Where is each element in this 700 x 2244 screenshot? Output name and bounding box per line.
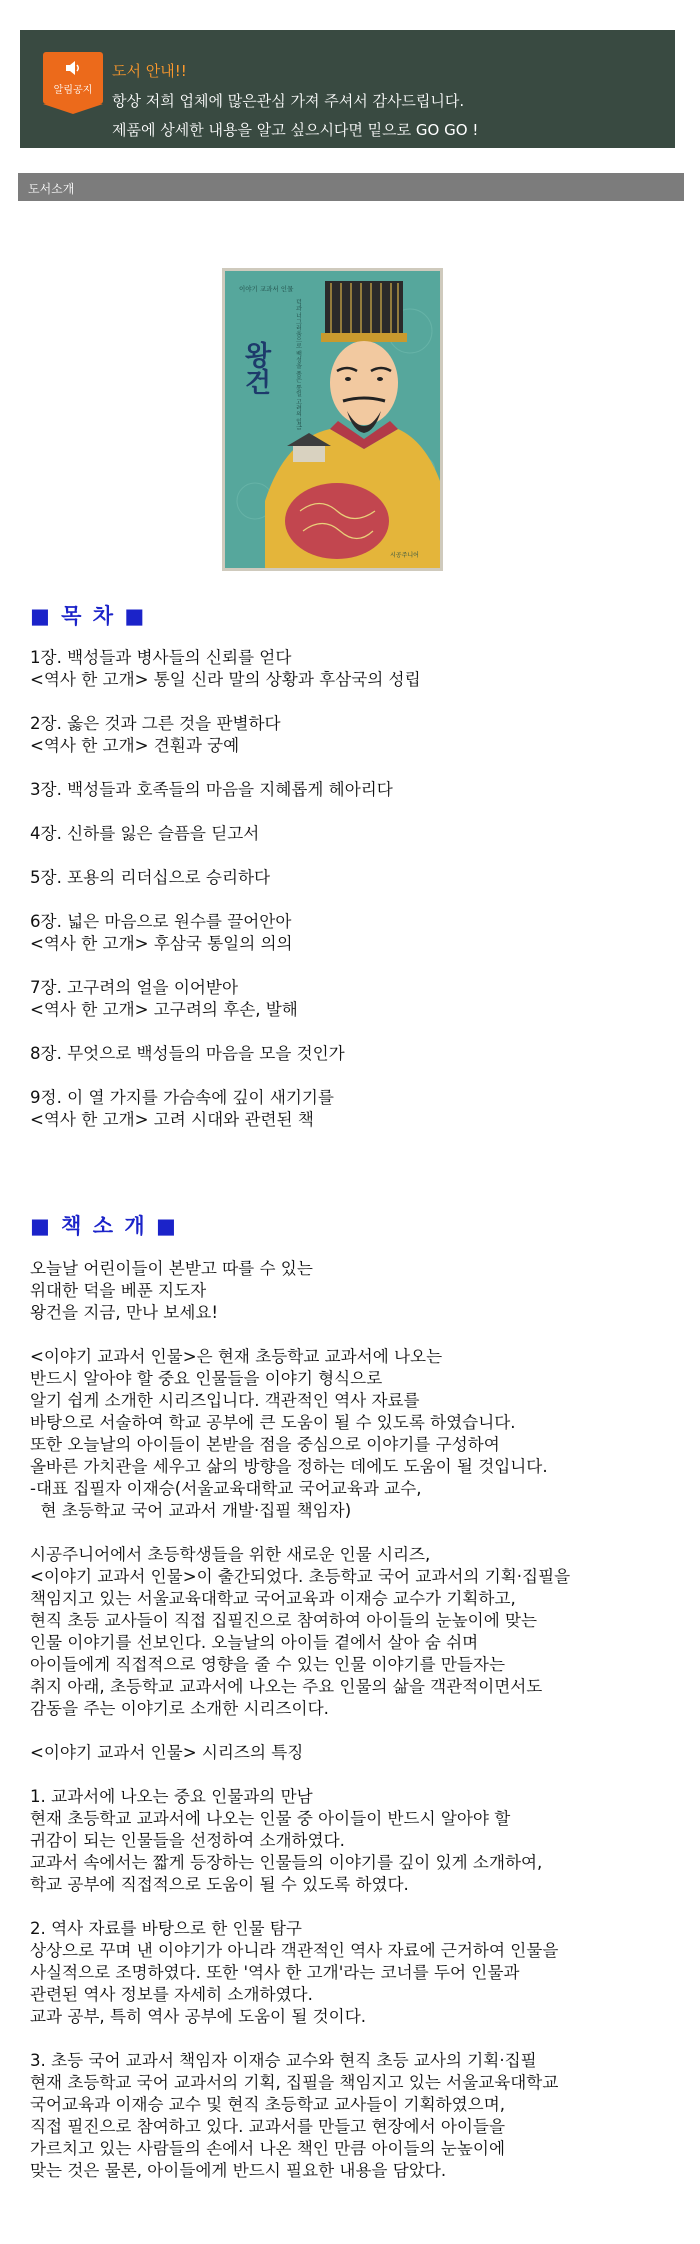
intro-line [30,2028,570,2050]
toc-line [30,955,421,977]
intro-line: 2. 역사 자료를 바탕으로 한 인물 탐구 [30,1919,302,1938]
intro-line: 감동을 주는 이야기로 소개한 시리즈이다. [30,1699,329,1718]
intro-line: 국어교육과 이재승 교수 및 현직 초등학교 교사들이 기획하였으며, [30,2095,505,2114]
toc-line: <역사 한 고개> 후삼국 통일의 의의 [30,934,293,953]
king-portrait-illustration [225,271,440,568]
intro-line: <이야기 교과서 인물> 시리즈의 특징 [30,1743,304,1762]
book-subtitle: 덕과 너그러움으로 백성을 품은 통일 고려의 임금 [294,299,302,431]
notice-badge-label: 알림공지 [53,85,93,96]
intro-line [30,1720,570,1742]
intro-line: 책임지고 있는 서울교육대학교 국어교육과 이재승 교수가 기획하고, [30,1589,516,1608]
intro-line: 귀감이 되는 인물들을 선정하여 소개하였다. [30,1831,345,1850]
intro-line: 알기 쉽게 소개한 시리즈입니다. 객관적인 역사 자료를 [30,1391,420,1410]
intro-line: 시공주니어에서 초등학생들을 위한 새로운 인물 시리즈, [30,1545,431,1564]
toc-line: 1장. 백성들과 병사들의 신뢰를 얻다 [30,648,292,667]
toc-line: <역사 한 고개> 고구려의 후손, 발해 [30,1000,298,1019]
intro-line [30,1522,570,1544]
book-series-label: 이야기 교과서 인물 [239,285,294,293]
book-publisher: 시공주니어 [390,552,419,559]
toc-line: 6장. 넓은 마음으로 원수를 끌어안아 [30,912,292,931]
toc-line: 9정. 이 열 가지를 가슴속에 깊이 새기기를 [30,1088,334,1107]
intro-line: 현재 초등학교 국어 교과서의 기획, 집필을 책임지고 있는 서울교육대학교 [30,2073,559,2092]
intro-line: 교과 공부, 특히 역사 공부에 도움이 될 것이다. [30,2007,367,2026]
toc-line [30,757,421,779]
intro-line: <이야기 교과서 인물>이 출간되었다. 초등학교 국어 교과서의 기획·집필을 [30,1567,571,1586]
intro-line: -대표 집필자 이재승(서울교육대학교 국어교육과 교수, [30,1479,422,1498]
intro-line: 또한 오늘날의 아이들이 본받을 점을 중심으로 이야기를 구성하여 [30,1435,500,1454]
toc-heading: ■ 목 차 ■ [30,604,147,628]
intro-line: 취지 아래, 초등학교 교과서에 나오는 주요 인물의 삶을 객관적이면서도 [30,1677,543,1696]
book-title: 왕건 [239,341,271,395]
toc-line [30,845,421,867]
toc-line [30,889,421,911]
intro-line: 오늘날 어린이들이 본받고 따를 수 있는 [30,1259,313,1278]
intro-line: 현 초등학교 국어 교과서 개발·집필 책임자) [30,1501,352,1520]
speaker-icon [65,61,81,75]
intro-line: 바탕으로 서술하여 학교 공부에 큰 도움이 될 수 있도록 하였습니다. [30,1413,516,1432]
badge-ribbon-tail [43,104,103,114]
intro-line [30,1764,570,1786]
intro-line: 반드시 알아야 할 중요 인물들을 이야기 형식으로 [30,1369,383,1388]
intro-line: 가르치고 있는 사람들의 손에서 나온 책인 만큼 아이들의 눈높이에 [30,2139,505,2158]
intro-line: 관련된 역사 정보를 자세히 소개하였다. [30,1985,313,2004]
intro-line: 인물 이야기를 선보인다. 오늘날의 아이들 곁에서 살아 숨 쉬며 [30,1633,479,1652]
toc-line: <역사 한 고개> 통일 신라 말의 상황과 후삼국의 성립 [30,670,421,689]
intro-line: 교과서 속에서는 짧게 등장하는 인물들의 이야기를 깊이 있게 소개하여, [30,1853,543,1872]
intro-line: 1. 교과서에 나오는 중요 인물과의 만남 [30,1787,313,1806]
intro-line: 직접 필진으로 참여하고 있다. 교과서를 만들고 현장에서 아이들을 [30,2117,505,2136]
intro-heading: ■ 책 소 개 ■ [30,1214,178,1238]
toc-line [30,1021,421,1043]
section-title: 도서소개 [28,182,75,196]
intro-line: 아이들에게 직접적으로 영향을 줄 수 있는 인물 이야기를 만들자는 [30,1655,505,1674]
toc-line: 3장. 백성들과 호족들의 마음을 지혜롭게 헤아리다 [30,780,393,799]
toc-line: 2장. 옳은 것과 그른 것을 판별하다 [30,714,281,733]
toc-line [30,691,421,713]
intro-line: 왕건을 지금, 만나 보세요! [30,1303,219,1322]
intro-line: 3. 초등 국어 교과서 책임자 이재승 교수와 현직 초등 교사의 기획·집필 [30,2051,537,2070]
notice-line-1: 항상 저희 업체에 많은관심 가져 주셔서 감사드립니다. [112,92,465,110]
intro-line [30,1324,570,1346]
intro-line: 현재 초등학교 교과서에 나오는 인물 중 아이들이 반드시 알아야 할 [30,1809,511,1828]
toc-line [30,801,421,823]
intro-line: 올바른 가치관을 세우고 삶의 방향을 정하는 데에도 도움이 될 것입니다. [30,1457,548,1476]
intro-line: 현직 초등 교사들이 직접 집필진으로 참여하여 아이들의 눈높이에 맞는 [30,1611,538,1630]
notice-title: 도서 안내!! [112,62,187,80]
intro-line: 위대한 덕을 베푼 지도자 [30,1281,207,1300]
book-cover-art [225,271,440,568]
toc-line: 4장. 신하를 잃은 슬픔을 딛고서 [30,824,260,843]
notice-banner [20,30,675,148]
intro-line: 학교 공부에 직접적으로 도움이 될 수 있도록 하였다. [30,1875,409,1894]
toc-list [30,647,421,1131]
toc-line [30,1065,421,1087]
intro-line: <이야기 교과서 인물>은 현재 초등학교 교과서에 나오는 [30,1347,443,1366]
toc-line: 8장. 무엇으로 백성들의 마음을 모을 것인가 [30,1044,345,1063]
section-header-bar [18,173,684,201]
notice-badge [43,52,103,104]
toc-line: <역사 한 고개> 고려 시대와 관련된 책 [30,1110,314,1129]
intro-line: 맞는 것은 물론, 아이들에게 반드시 필요한 내용을 담았다. [30,2161,447,2180]
toc-line: 5장. 포용의 리더십으로 승리하다 [30,868,271,887]
book-cover [222,268,443,571]
toc-line: <역사 한 고개> 견훤과 궁예 [30,736,240,755]
intro-line [30,1896,570,1918]
intro-text [30,1258,570,2182]
intro-line: 사실적으로 조명하였다. 또한 '역사 한 고개'라는 코너를 두어 인물과 [30,1963,520,1982]
toc-line: 7장. 고구려의 얼을 이어받아 [30,978,238,997]
notice-line-2: 제품에 상세한 내용을 알고 싶으시다면 밑으로 GO GO ! [112,121,479,139]
intro-line: 상상으로 꾸며 낸 이야기가 아니라 객관적인 역사 자료에 근거하여 인물을 [30,1941,559,1960]
